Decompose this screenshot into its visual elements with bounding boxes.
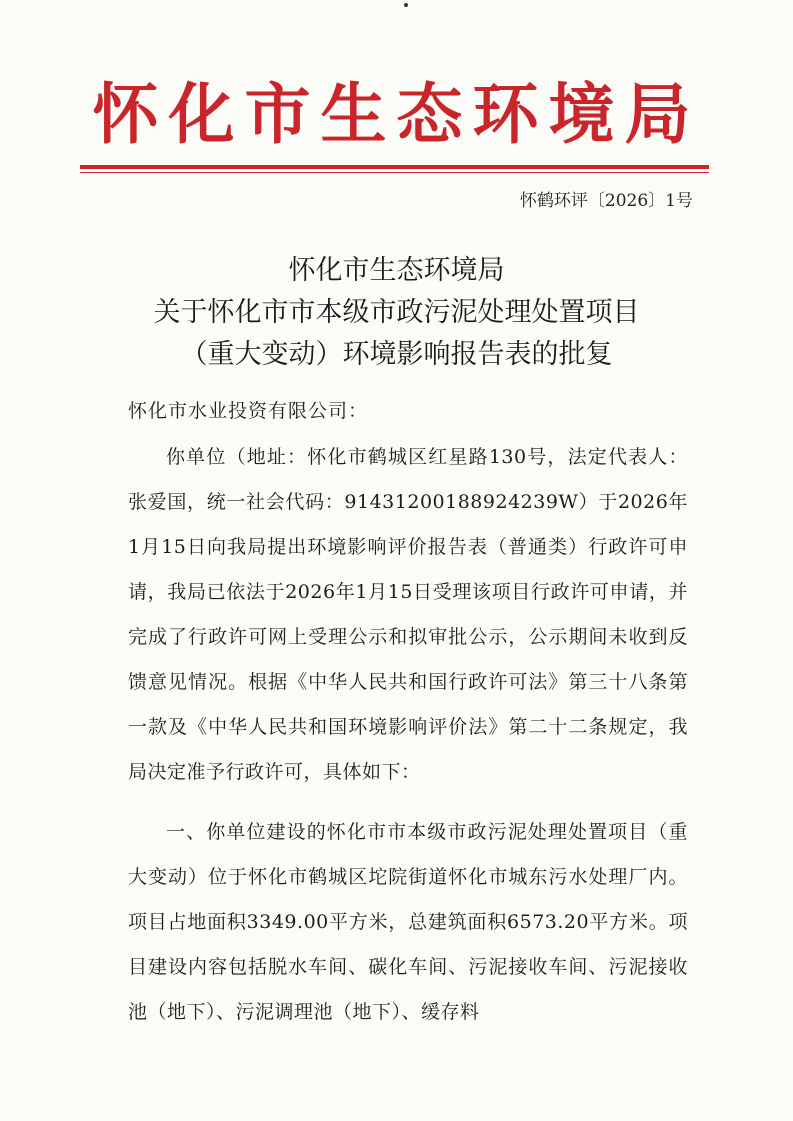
addressee: 怀化市水业投资有限公司： (128, 400, 369, 422)
letterhead-red-rule (80, 165, 709, 169)
paragraph-text: 一、你单位建设的怀化市市本级市政污泥处理处置项目（重大变动）位于怀化市鹤城区坨院街道怀化市城东污水处理厂内。项目占地面积3349.00平方米，总建筑面积6573.20平方米。项目建设内容包括脱水车间、碳化车间、污泥接收车间、污泥接收池（地下）、污泥调理池（地下）、缓存料 (128, 821, 688, 1023)
body-paragraph-1 (128, 435, 688, 795)
paragraph-text: 你单位（地址：怀化市鹤城区红星路130号，法定代表人：张爱国，统一社会代码：91431200188924239W）于2026年1月15日向我局提出环境影响评价报告表（普通类）行政许可申请，我局已依法于2026年1月15日受理该项目行政许可申请，并完成了行政许可网上受理公示和拟审批公示，公示期间未收到反馈意见情况。根据《中华人民共和国行政许可法》第三十八条第一款及《中华人民共和国环境影响评价法》第二十二条规定，我局决定准予行政许可，具体如下： (128, 446, 688, 783)
document-title (0, 250, 793, 376)
body-paragraph-2 (128, 810, 688, 1035)
title-line-1: 怀化市生态环境局 (288, 255, 505, 286)
title-line-2: 关于怀化市市本级市政污泥处理处置项目 (153, 297, 640, 328)
letterhead-title: 怀化市生态环境局 (92, 76, 701, 153)
letterhead-red-rule-thin (80, 172, 709, 173)
title-line-3: （重大变动）环境影响报告表的批复 (180, 339, 613, 370)
scan-mark (404, 3, 408, 7)
document-number: 怀鹤环评〔2026〕1号 (519, 191, 693, 211)
